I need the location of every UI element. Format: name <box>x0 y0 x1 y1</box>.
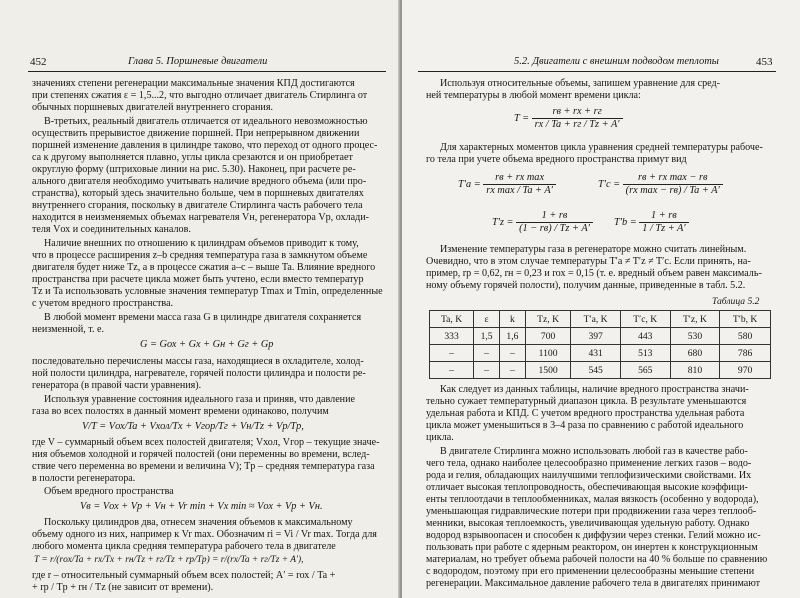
table-cell: 1,6 <box>500 328 526 345</box>
text-line: Для характерных моментов цикла уравнения средней температуры рабоче- <box>440 142 763 153</box>
text-line: округлую форму (штриховые линии на рис. 5.30). Наконец, при расчете ре- <box>32 164 356 175</box>
table-header-cell: Tz, K <box>525 311 570 328</box>
text-line: + rр / Tр + rн / Tz (не зависит от времени). <box>32 582 214 593</box>
text-line: ния объемов холодной и горячей полостей (они переменны во времени, вслед- <box>32 449 370 460</box>
text-line: странства), который здесь значительно больше, чем в поршневых двигателях <box>32 188 364 199</box>
header-rule-right <box>418 71 776 72</box>
table-cell: 680 <box>670 345 720 362</box>
text-line: Используя относительные объемы, запишем уравнение для сред- <box>440 78 720 89</box>
text-line: Tz и Ta использовать условные значения температур Tmax и Tmin, определенные <box>32 286 383 297</box>
page-number-left: 452 <box>30 56 47 68</box>
text-line: что в процессе расширения z–b средняя температура газа в замкнутом объеме <box>32 250 368 261</box>
text-line: уменьшающая гидравлические потери при продвижении газа через теплооб- <box>426 506 757 517</box>
text-line: значениях степени регенерации максимальные значения КПД достигаются <box>32 78 355 89</box>
table-header-cell: k <box>500 311 526 328</box>
text-line: неизменной, т. е. <box>32 324 104 335</box>
equation-gas-state: V/T = Vох/Ta + Vхол/Tx + Vгор/Tг + Vн/Tz + Vр/Tр, <box>82 421 304 432</box>
table-cell: 810 <box>670 362 720 379</box>
text-line: с водородом, поэтому при его применении целесообразны меньшие степени <box>426 566 755 577</box>
equation-mean-temperature: T = r/(rох/Ta + rx/Tx + rн/Tz + rг/Tz + rр/Tр) = r/(rx/Ta + rг/Tz + A′), <box>34 555 304 565</box>
text-line: внутреннего сгорания, поскольку в двигателе Стирлинга часть рабочего тела <box>32 200 363 211</box>
table-cell: 513 <box>620 345 670 362</box>
table-cell: 431 <box>571 345 621 362</box>
text-line: Изменение температуры газа в регенераторе можно считать линейным. <box>440 244 747 255</box>
table-cell: – <box>474 345 500 362</box>
table-cell: 786 <box>720 345 771 362</box>
text-line: ствие чего переменна во времени и величина V); Tр – средняя температура газа <box>32 461 375 472</box>
table-header-cell: T′b, K <box>720 311 771 328</box>
table-cell: 1100 <box>525 345 570 362</box>
text-line: тельно сужает температурный диапазон цикла. В результате уменьшаются <box>426 396 747 407</box>
text-line: поршней изменение давления в цилиндре таково, что переход от одного процес- <box>32 140 378 151</box>
table-cell: – <box>430 362 474 379</box>
table-header-row <box>430 311 771 328</box>
table-caption: Таблица 5.2 <box>712 296 760 307</box>
text-line: ной полости цилиндра, нагревателе, горячей полости цилиндра и полости ре- <box>32 368 366 379</box>
table-header-cell: Ta, K <box>430 311 474 328</box>
text-line: менники, высокая теплоемкость, увеличивающая удельную работу. Однако <box>426 518 750 529</box>
table-cell: 580 <box>720 328 771 345</box>
right-page <box>402 0 800 598</box>
text-line: Объем вредного пространства <box>44 486 174 497</box>
equation-mean-temperature-relative: T = $\frac{rв + rх + rг}{rх / Ta + rг / Tz + A'}$ <box>514 106 623 131</box>
text-line: цикла может уменьшиться в 3–4 раза по сравнению с работой идеального <box>426 420 744 431</box>
table-cell: 700 <box>525 328 570 345</box>
text-line: чего тела, однако наиболее целесообразно применение легких газов – водо- <box>426 458 752 469</box>
text-line: Поскольку цилиндров два, отнесем значения объемов к максимальному <box>44 517 353 528</box>
text-line: при степенях сжатия ε = 1,5...2, что выгодно отличает двигатель Стирлинга от <box>32 90 368 101</box>
text-line: Очевидно, что в этом случае температуры T′a ≠ T′z ≠ T′c. Если принять, на- <box>426 256 751 267</box>
equation-mass-balance: G = Gох + Gх + Gн + Gг + Gр <box>140 339 274 350</box>
text-line: рода и гелия, обладающих наилучшими теплофизическими свойствами. Их <box>426 470 752 481</box>
text-line: пример, rр = 0,62, rн = 0,23 и rох = 0,15 (т. е. вредный объем равен максималь- <box>426 268 762 279</box>
text-line: цикла. <box>426 432 454 443</box>
text-line: последовательно перечислены массы газа, находящиеся в охладителе, холод- <box>32 356 364 367</box>
text-line: объему одного из них, например к Vr max. Обозначим ri = Vi / Vr max. Тогда для <box>32 529 377 540</box>
table-cell: 530 <box>670 328 720 345</box>
text-line: где V – суммарный объем всех полостей двигателя; Vхол, Vгор – текущие значе- <box>32 437 380 448</box>
table-row <box>430 362 771 379</box>
table-cell: 333 <box>430 328 474 345</box>
text-line: находится в неизменяемых объемах нагревателя Vн, регенератора Vр, охлади- <box>32 212 369 223</box>
table-header-cell: T′a, K <box>571 311 621 328</box>
text-line: отличает высокая теплопроводность, обеспечивающая высокие коэффици- <box>426 482 748 493</box>
table-cell: 1500 <box>525 362 570 379</box>
running-head-right: 5.2. Двигатели с внешним подводом теплоты <box>514 56 719 67</box>
text-line: регенерации. Максимальное давление рабочего тела в двигателях принимают <box>426 578 761 589</box>
table-cell: 397 <box>571 328 621 345</box>
equation-Tc-prime: T′c = $\frac{\text{rв + rх max − rв}}{\text{(rх max − rв) / Ta + A′}}$ <box>598 172 723 197</box>
text-line: двигателя будет ниже Tz, а в процессе сжатия a–c – выше Ta. Влияние вредного <box>32 262 376 273</box>
data-table <box>429 310 771 379</box>
text-line: любого момента цикла средняя температура рабочего тела в двигателе <box>32 541 336 552</box>
table-cell: – <box>500 362 526 379</box>
equation-harmful-volume: Vв = Vох + Vр + Vн + Vr min + Vx min ≈ Vох + Vр + Vн. <box>80 501 323 512</box>
text-line: ней температуры в любой момент времени цикла: <box>426 90 641 101</box>
equation-Ta-prime: T′a = $\frac{\text{rв + rх max}}{\text{rх max / Ta + A′}}$ <box>458 172 556 197</box>
text-line: пространства при расчете цикла может быть учтено, если вместо температур <box>32 274 364 285</box>
text-line: генератора (в правой части уравнения). <box>32 380 202 391</box>
text-line: В двигателе Стирлинга можно использовать любой газ в качестве рабо- <box>440 446 748 457</box>
text-line: ному объему горячей полости), получим данные, приведенные в табл. 5.2. <box>426 280 746 291</box>
table-row <box>430 328 771 345</box>
text-line: удельная работа и КПД. С учетом вредного пространства удельная работа <box>426 408 745 419</box>
text-line: с учетом вредного пространства. <box>32 298 174 309</box>
page-number-right: 453 <box>756 56 773 68</box>
text-line: обычных поршневых двигателей внутреннего сгорания. <box>32 102 273 113</box>
text-line: го тела при учете объема вредного пространства примут вид <box>426 154 687 165</box>
equation-Tb-prime: T′b = $\frac{1 + rв}{1 / Tz + A'}$ <box>614 210 689 235</box>
table-cell: 565 <box>620 362 670 379</box>
table-cell: 545 <box>571 362 621 379</box>
text-line: В-третьих, реальный двигатель отличается от идеального невозможностью <box>44 116 368 127</box>
text-line: Наличие внешних по отношению к цилиндрам объемов приводит к тому, <box>44 238 359 249</box>
text-line: Как следует из данных таблицы, наличие вредного пространства значи- <box>440 384 749 395</box>
equation-Tz-prime: T′z = $\frac{1 + rв}{(1 - rв) / Tz + A'}$ <box>492 210 593 235</box>
table-cell: 970 <box>720 362 771 379</box>
text-line: пользовать при работе с ядерным реактором, он инертен к конструкционным <box>426 542 758 553</box>
text-line: Используя уравнение состояния идеального газа и приняв, что давление <box>44 394 355 405</box>
text-line: газа во всех полостях в данный момент времени одинаково, получим <box>32 406 329 417</box>
text-line: са к другому выполняется плавно, углы цикла срезаются и он приобретает <box>32 152 353 163</box>
table-cell: – <box>474 362 500 379</box>
text-line: где r – относительный суммарный объем всех полостей; A′ = rох / Ta + <box>32 570 336 581</box>
text-line: водород взрывоопасен и способен к диффузии через стенки. Гелий можно ис- <box>426 530 761 541</box>
table-cell: 443 <box>620 328 670 345</box>
text-line: осуществить прерывистое движение поршней. При непрерывном движении <box>32 128 360 139</box>
text-line: енты теплоотдачи в теплообменниках, малая вязкость (особенно у водорода), <box>426 494 759 505</box>
table-cell: 1,5 <box>474 328 500 345</box>
text-line: материалам, но требует объема рабочей полости на 40 % больше по сравнению <box>426 554 768 565</box>
table-header-cell: ε <box>474 311 500 328</box>
table-cell: – <box>500 345 526 362</box>
header-rule-left <box>28 71 386 72</box>
table-row <box>430 345 771 362</box>
text-line: теля Vох и соединительных каналов. <box>32 224 191 235</box>
table-header-cell: T′c, K <box>620 311 670 328</box>
table-cell: – <box>430 345 474 362</box>
text-line: в полости регенератора. <box>32 473 136 484</box>
text-line: В любой момент времени масса газа G в цилиндре двигателя сохраняется <box>44 312 362 323</box>
table-header-cell: T′z, K <box>670 311 720 328</box>
running-head-left: Глава 5. Поршневые двигатели <box>128 56 268 67</box>
text-line: ального двигателя необходимо учитывать наличие вредного объема (или про- <box>32 176 367 187</box>
